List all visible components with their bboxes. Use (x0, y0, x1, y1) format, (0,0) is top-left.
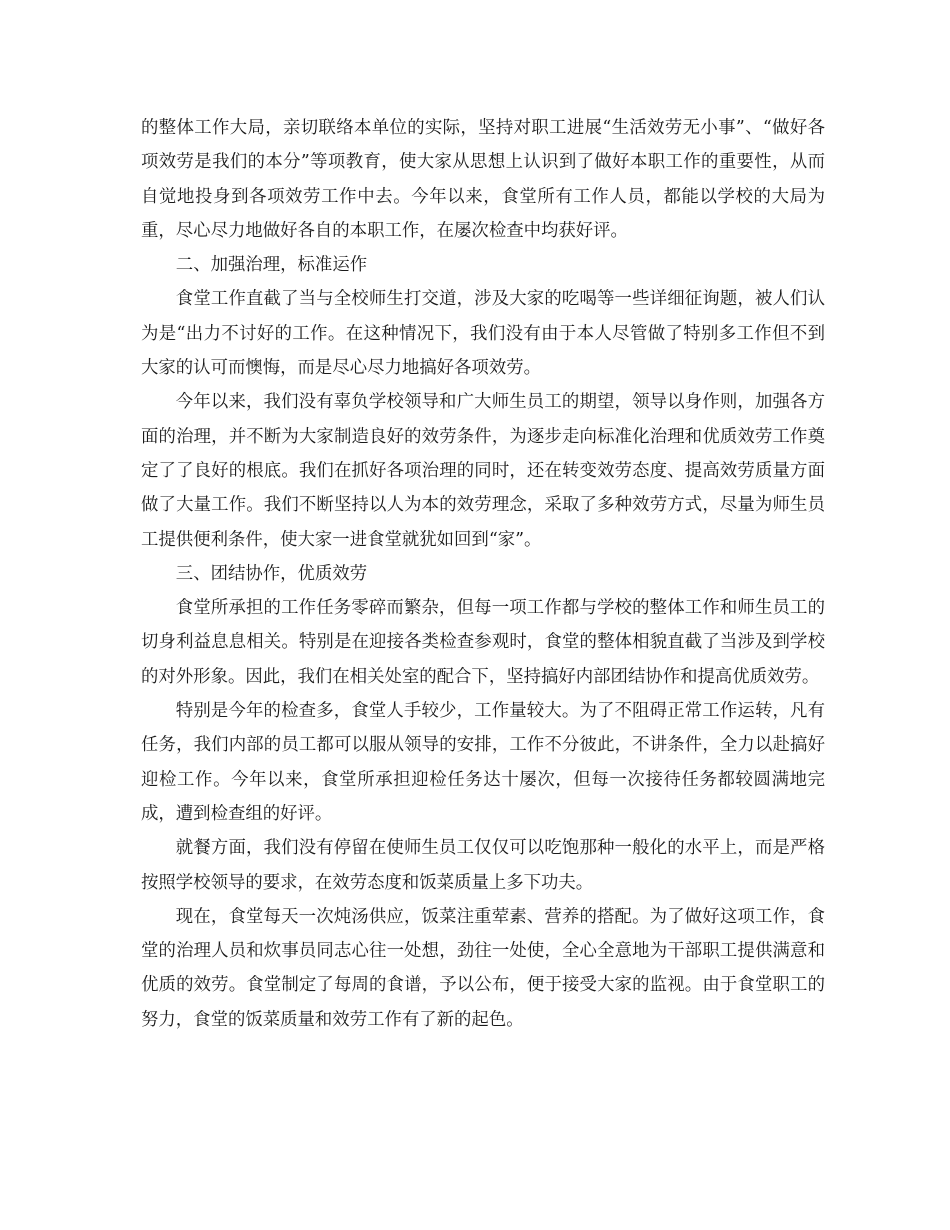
paragraph: 今年以来，我们没有辜负学校领导和广大师生员工的期望，领导以身作则，加强各方面的治理，并不断为大家制造良好的效劳条件，为逐步走向标准化治理和优质效劳工作奠定了了良好的根底。我们在抓好各项治理的同时，还在转变效劳态度、提高效劳质量方面做了大量工作。我们不断坚持以人为本的效劳理念，采取了多种效劳方式，尽量为师生员工提供便利条件，使大家一进食堂就犹如回到“家”。 (141, 392, 825, 550)
paragraph: 食堂所承担的工作任务零碎而繁杂，但每一项工作都与学校的整体工作和师生员工的切身利益息息相关。特别是在迎接各类检查参观时，食堂的整体相貌直截了当涉及到学校的对外形象。因此，我们在相关处室的配合下，坚持搞好内部团结协作和提高优质效劳。 (141, 598, 825, 687)
section-heading: 三、团结协作，优质效劳 (175, 563, 368, 584)
document-body (141, 111, 825, 1037)
paragraph: 的整体工作大局，亲切联络本单位的实际，坚持对职工进展“生活效劳无小事”、“做好各项效劳是我们的本分”等项教育，使大家从思想上认识到了做好本职工作的重要性，从而自觉地投身到各项效劳工作中去。今年以来，食堂所有工作人员，都能以学校的大局为重，尽心尽力地做好各自的本职工作，在屡次检查中均获好评。 (141, 118, 825, 241)
paragraph: 食堂工作直截了当与全校师生打交道，涉及大家的吃喝等一些详细征询题，被人们认为是“出力不讨好的工作。在这种情况下，我们没有由于本人尽管做了特别多工作但不到大家的认可而懊悔，而是尽心尽力地搞好各项效劳。 (141, 289, 825, 379)
paragraph: 现在，食堂每天一次炖汤供应，饭菜注重荤素、营养的搭配。为了做好这项工作，食堂的治理人员和炊事员同志心往一处想，劲往一处使，全心全意地为干部职工提供满意和优质的效劳。食堂制定了每周的食谱，予以公布，便于接受大家的监视。由于食堂职工的努力，食堂的饭菜质量和效劳工作有了新的起色。 (141, 906, 825, 1030)
paragraph: 特别是今年的检查多，食堂人手较少，工作量较大。为了不阻碍正常工作运转，凡有任务，我们内部的员工都可以服从领导的安排，工作不分彼此，不讲条件，全力以赴搞好迎检工作。今年以来，食堂所承担迎检任务达十屡次，但每一次接待任务都较圆满地完成，遭到检查组的好评。 (141, 701, 825, 824)
section-heading: 二、加强治理，标准运作 (175, 255, 368, 276)
paragraph: 就餐方面，我们没有停留在使师生员工仅仅可以吃饱那种一般化的水平上，而是严格按照学校领导的要求，在效劳态度和饭菜质量上多下功夫。 (141, 838, 825, 893)
